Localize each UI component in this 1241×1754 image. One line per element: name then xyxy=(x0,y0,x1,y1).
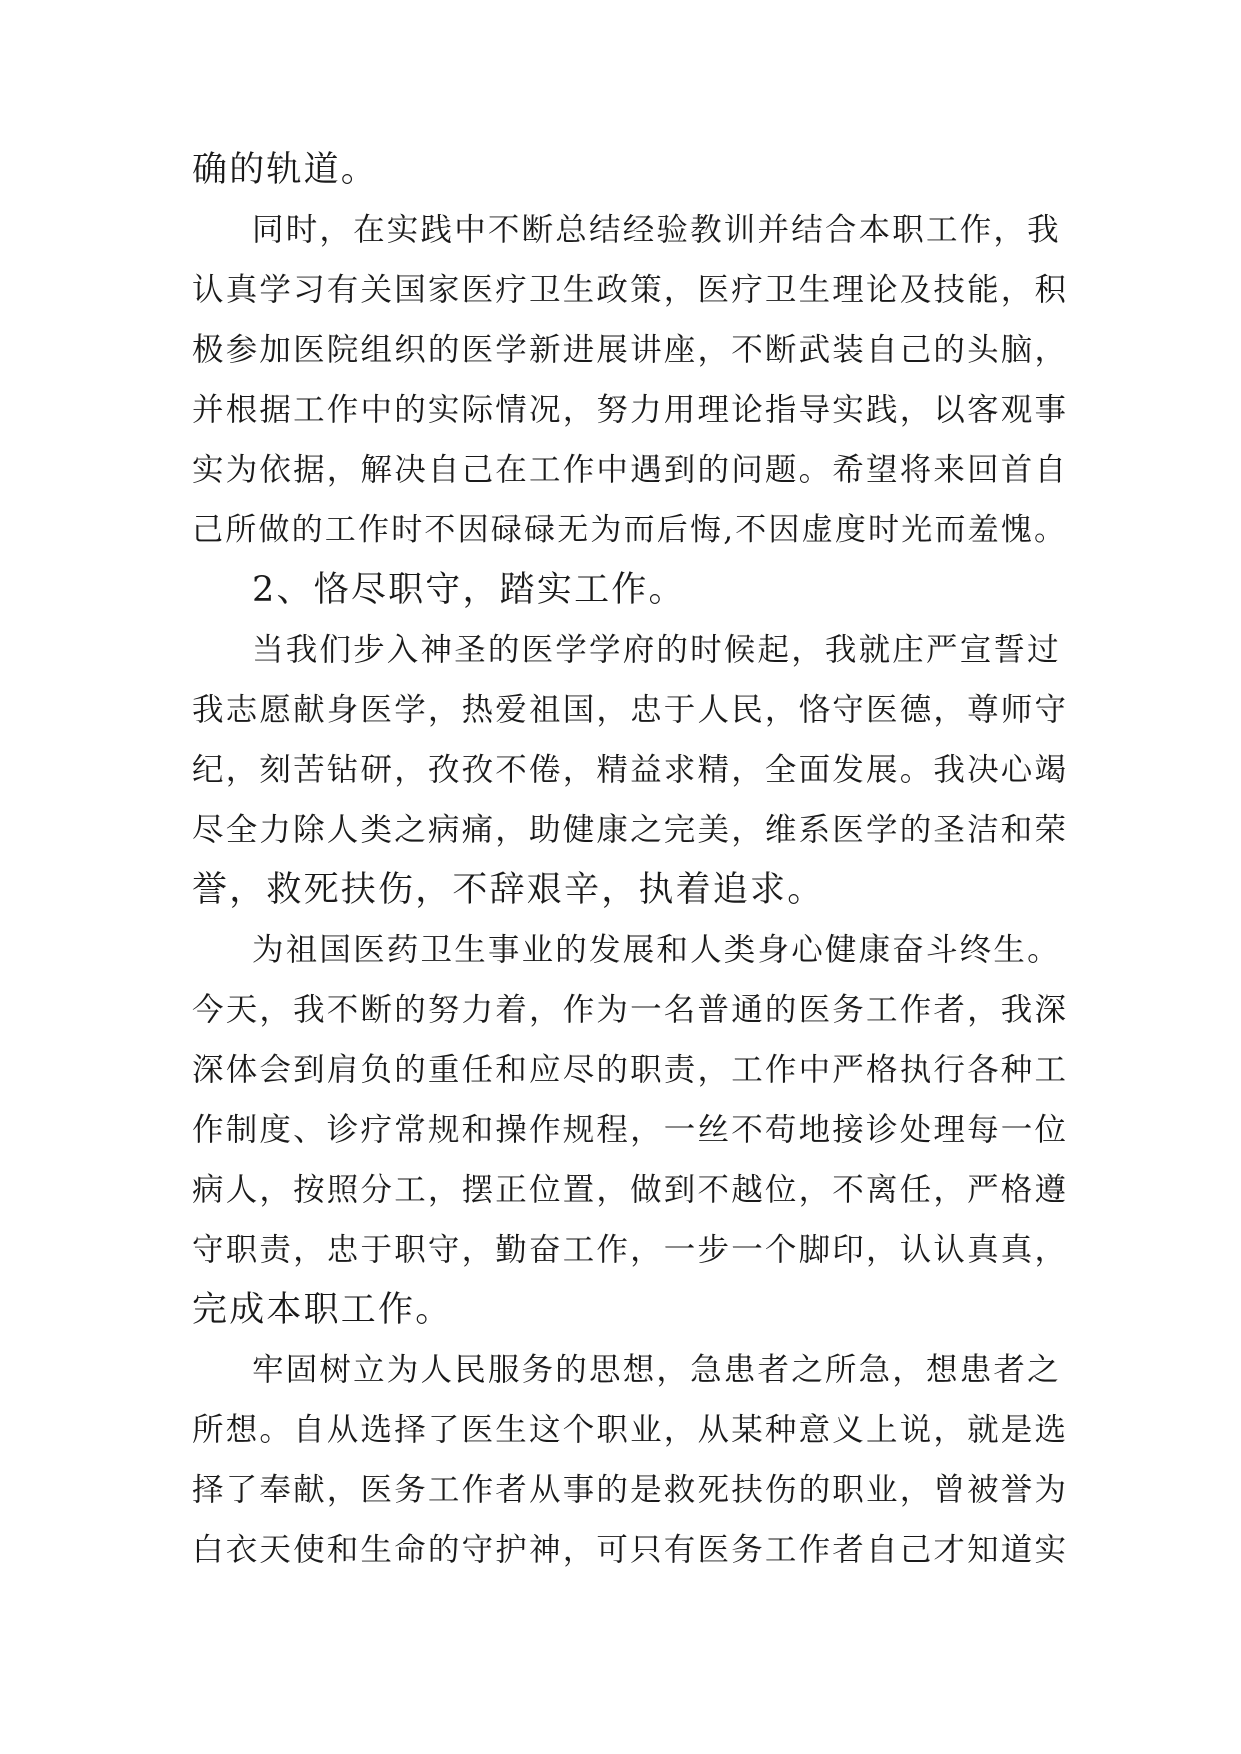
text-line: 己所做的工作时不因碌碌无为而后悔,不因虚度时光而羞愧。 xyxy=(192,512,1068,548)
text-line: 纪，刻苦钻研，孜孜不倦，精益求精，全面发展。我决心竭 xyxy=(192,752,1069,788)
text-line: 病人，按照分工，摆正位置，做到不越位，不离任，严格遵 xyxy=(192,1172,1069,1208)
text-line: 极参加医院组织的医学新进展讲座，不断武装自己的头脑， xyxy=(192,332,1069,368)
section-heading: 2、恪尽职守，踏实工作。 xyxy=(252,570,686,610)
text-line: 确的轨道。 xyxy=(192,150,379,190)
text-line: 实为依据，解决自己在工作中遇到的问题。希望将来回首自 xyxy=(192,452,1069,488)
text-line: 择了奉献，医务工作者从事的是救死扶伤的职业，曾被誉为 xyxy=(192,1472,1069,1508)
text-line: 誉，救死扶伤，不辞艰辛，执着追求。 xyxy=(192,870,825,910)
text-line: 认真学习有关国家医疗卫生政策，医疗卫生理论及技能，积 xyxy=(192,272,1069,308)
text-line: 所想。自从选择了医生这个职业，从某种意义上说，就是选 xyxy=(192,1412,1069,1448)
text-line: 并根据工作中的实际情况，努力用理论指导实践，以客观事 xyxy=(192,392,1069,428)
text-line: 为祖国医药卫生事业的发展和人类身心健康奋斗终生。 xyxy=(252,932,1061,968)
text-line: 白衣天使和生命的守护神，可只有医务工作者自己才知道实 xyxy=(192,1532,1069,1568)
text-line: 守职责，忠于职守，勤奋工作，一步一个脚印，认认真真， xyxy=(192,1232,1069,1268)
text-line: 作制度、诊疗常规和操作规程，一丝不苟地接诊处理每一位 xyxy=(192,1112,1069,1148)
text-line: 尽全力除人类之病痛，助健康之完美，维系医学的圣洁和荣 xyxy=(192,812,1069,848)
text-line: 同时，在实践中不断总结经验教训并结合本职工作，我 xyxy=(252,212,1061,248)
text-line: 完成本职工作。 xyxy=(192,1290,453,1330)
text-line: 今天，我不断的努力着，作为一名普通的医务工作者，我深 xyxy=(192,992,1069,1028)
text-line: 牢固树立为人民服务的思想，急患者之所急，想患者之 xyxy=(252,1352,1061,1388)
text-line: 深体会到肩负的重任和应尽的职责，工作中严格执行各种工 xyxy=(192,1052,1069,1088)
text-line: 当我们步入神圣的医学学府的时候起，我就庄严宣誓过 xyxy=(252,632,1061,668)
text-line: 我志愿献身医学，热爱祖国，忠于人民，恪守医德，尊师守 xyxy=(192,692,1069,728)
